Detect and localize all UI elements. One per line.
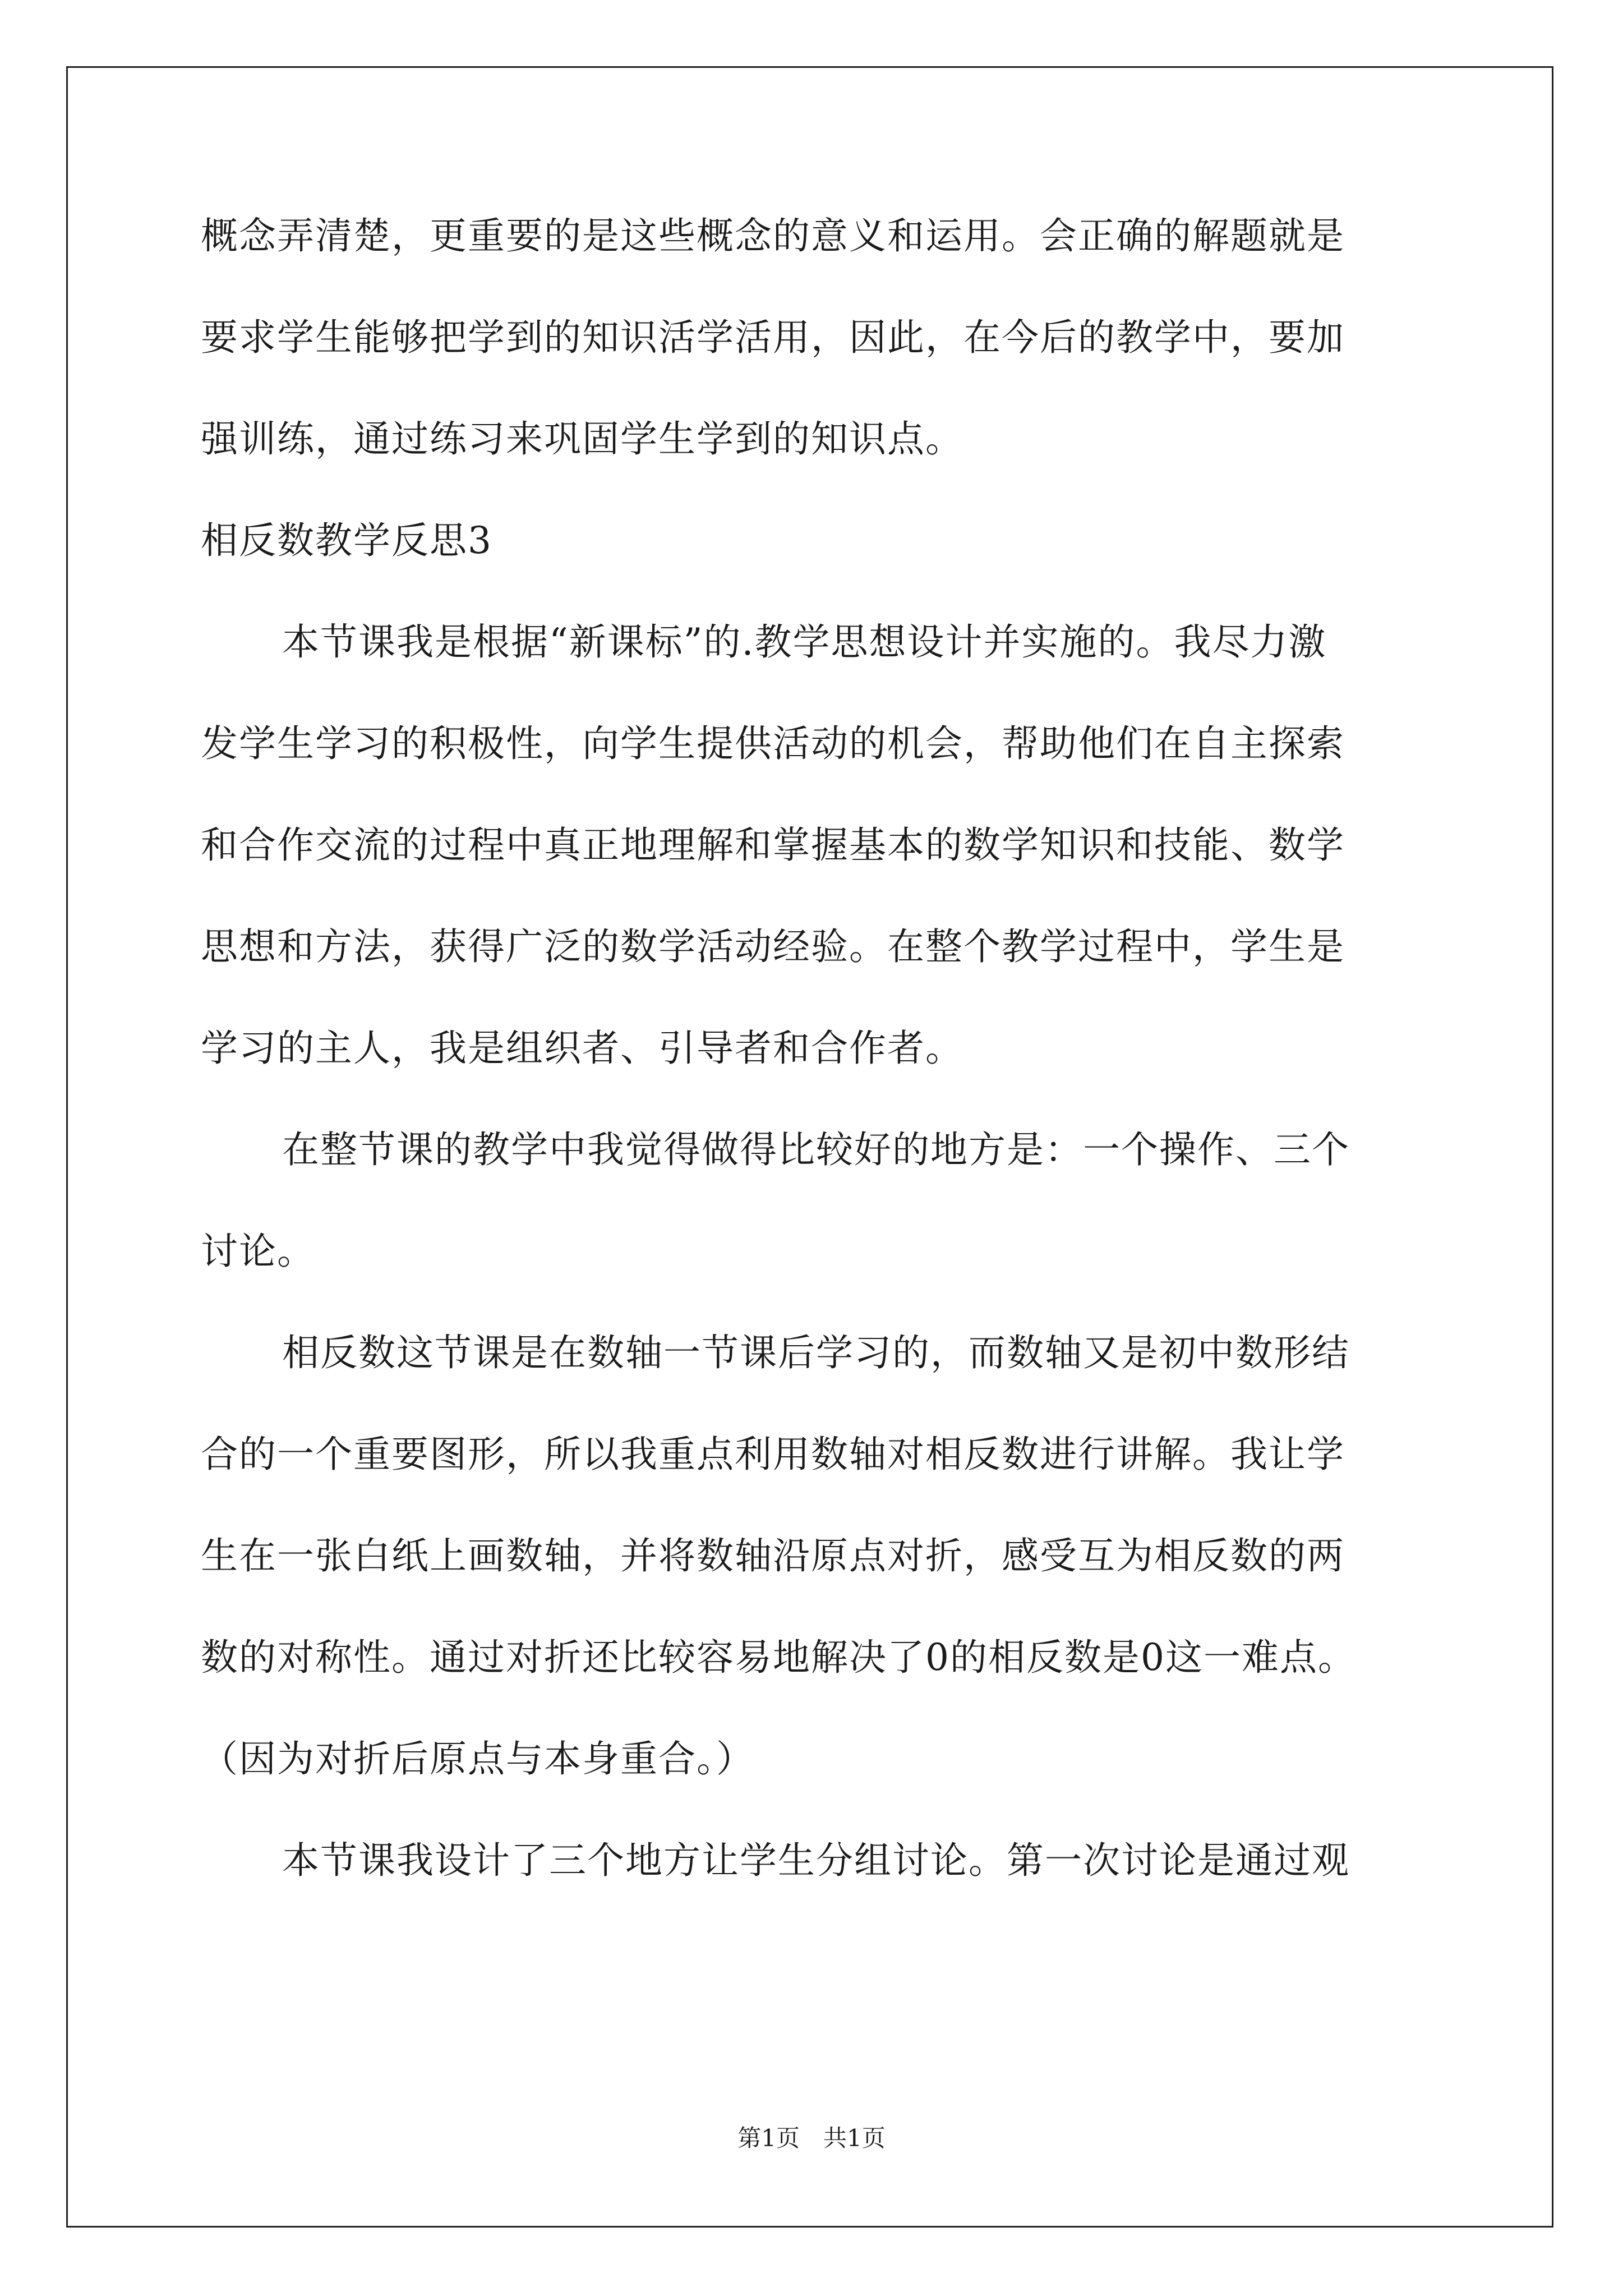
text-line-14: 生在一张白纸上画数轴，并将数轴沿原点对折，感受互为相反数的两: [201, 1534, 1345, 1577]
text-line-7: 和合作交流的过程中真正地理解和掌握基本的数学知识和技能、数学: [201, 823, 1345, 867]
text-line-12: 相反数这节课是在数轴一节课后学习的，而数轴又是初中数形结: [282, 1331, 1350, 1374]
text-line-17: 本节课我设计了三个地方让学生分组讨论。第一次讨论是通过观: [282, 1839, 1350, 1882]
text-line-13: 合的一个重要图形，所以我重点利用数轴对相反数进行讲解。我让学: [201, 1433, 1345, 1476]
text-line-15: 数的对称性。通过对折还比较容易地解决了0的相反数是0这一难点。: [201, 1636, 1356, 1679]
section-heading: 相反数教学反思3: [201, 519, 492, 562]
text-line-10: 在整节课的教学中我觉得做得比较好的地方是：一个操作、三个: [282, 1128, 1350, 1171]
text-line-3: 强训练，通过练习来巩固学生学到的知识点。: [201, 417, 963, 461]
text-line-9: 学习的主人，我是组织者、引导者和合作者。: [201, 1027, 963, 1070]
text-line-16: （因为对折后原点与本身重合。）: [201, 1737, 754, 1780]
text-line-1: 概念弄清楚，更重要的是这些概念的意义和运用。会正确的解题就是: [201, 214, 1345, 257]
page-footer: 第1页 共1页: [737, 2124, 886, 2152]
text-line-8: 思想和方法，获得广泛的数学活动经验。在整个教学过程中，学生是: [201, 925, 1345, 968]
text-line-6: 发学生学习的积极性，向学生提供活动的机会，帮助他们在自主探索: [201, 722, 1345, 765]
text-line-11: 讨论。: [201, 1230, 315, 1273]
text-line-5: 本节课我是根据“新课标”的.教学思想设计并实施的。我尽力激: [282, 620, 1327, 664]
text-line-2: 要求学生能够把学到的知识活学活用，因此，在今后的教学中，要加: [201, 316, 1345, 359]
